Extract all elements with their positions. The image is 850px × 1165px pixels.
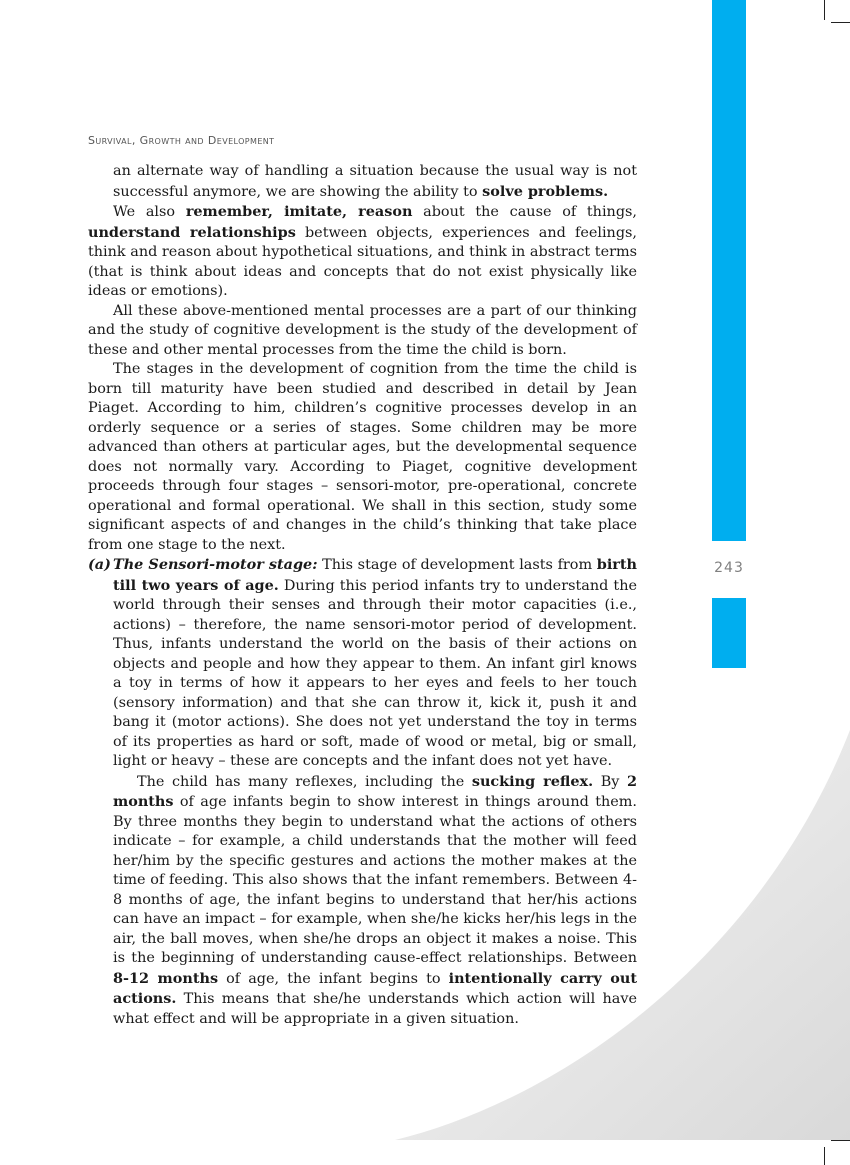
list-marker-a: (a) bbox=[88, 556, 111, 573]
term-understand-relationships: understand relationships bbox=[88, 223, 296, 241]
stage-a-sensori-motor: (a) The Sensori-motor stage: This stage of development lasts from birth till two years of age. During this period infants try to understand the world through their senses and through their motor capacities (i.e., actions) – therefore, the name sensori-motor period of development. Thus, infants understand the world on the basis of their actions on objects and people and how they appear to them. An infant girl knows a toy in terms of how it appears to her eyes and feels to her touch (sensory information) and that she can throw it, kick it, push it and bang it (motor actions). She does not yet understand the toy in terms of its properties as hard or soft, made of wood or metal, big or small, light or heavy – these are concepts and the infant does not yet have. bbox=[88, 556, 637, 769]
paragraph-reflexes: The child has many reflexes, including the sucking reflex. By 2 months of age infants begin to show interest in things around them. By three months they begin to understand what the actions of others indicate – for example, a child understands that the mother will feed her/him by the specific gestures and actions the mother makes at the time of feeding. This also shows that the infant remembers. Between 4-8 months of age, the infant begins to understand that her/his actions can have an impact – for example, when she/he kicks her/his legs in the air, the ball moves, when she/he drops an object it makes a noise. This is the beginning of understanding cause-effect relationships. Between 8-12 months of age, the infant begins to intentionally carry out actions. This means that she/he understands which action will have what effect and will be appropriate in a given situation. bbox=[113, 772, 638, 1027]
term-birth-till-two: birth till two years of age. bbox=[113, 556, 637, 594]
paragraph-piaget-stages: The stages in the development of cognition from the time the child is born till maturity have been studied and described in detail by Jean Piaget. According to him, children’s cognitive processes develop in an orderly sequence or a series of stages. Some children may be more advanced than others at particular ages, but the developmental sequence does not normally vary. According to Piaget, cognitive development proceeds through four stages – sensori-motor, pre-operational, concrete operational and formal operational. We shall in this section, study some significant aspects of and changes in the child’s thinking that take place from one stage to the next. bbox=[88, 361, 637, 553]
term-remember-imitate-reason: remember, imitate, reason bbox=[185, 203, 413, 220]
term-2-months: 2 months bbox=[113, 772, 637, 810]
term-sucking-reflex: sucking reflex. bbox=[471, 772, 594, 790]
term-solve-problems: solve problems. bbox=[482, 182, 609, 200]
term-8-12-months: 8-12 months bbox=[113, 969, 219, 987]
body-text bbox=[88, 162, 637, 1029]
running-header: Survival, Growth and Development bbox=[88, 134, 275, 147]
crop-mark-bottom-vertical bbox=[824, 1147, 825, 1165]
crop-mark-top-vertical bbox=[824, 0, 825, 20]
page-number: 243 bbox=[714, 560, 744, 576]
crop-mark-top-horizontal bbox=[831, 22, 850, 23]
paragraph-mental-processes: We also remember, imitate, reason about the cause of things, understand relationships between objects, experiences and feelings, think and reason about hypothetical situations, and think in abstract terms (that is think about ideas and concepts that do not exist physically like ideas or emotions). bbox=[88, 203, 637, 299]
accent-bar-bottom bbox=[712, 598, 746, 668]
term-intentionally-carry-out-actions: intentionally carry out actions. bbox=[113, 969, 637, 1007]
paragraph-continuation: an alternate way of handling a situation because the usual way is not successful anymore, we are showing the ability to solve problems. bbox=[113, 163, 637, 200]
crop-mark-bottom-horizontal bbox=[831, 1140, 850, 1141]
stage-a-title: The Sensori-motor stage: bbox=[113, 556, 318, 573]
accent-bar-top bbox=[712, 0, 746, 541]
paragraph-cognitive-development: All these above-mentioned mental processes are a part of our thinking and the study of cognitive development is the study of the development of these and other mental processes from the time the child is born. bbox=[88, 302, 637, 358]
